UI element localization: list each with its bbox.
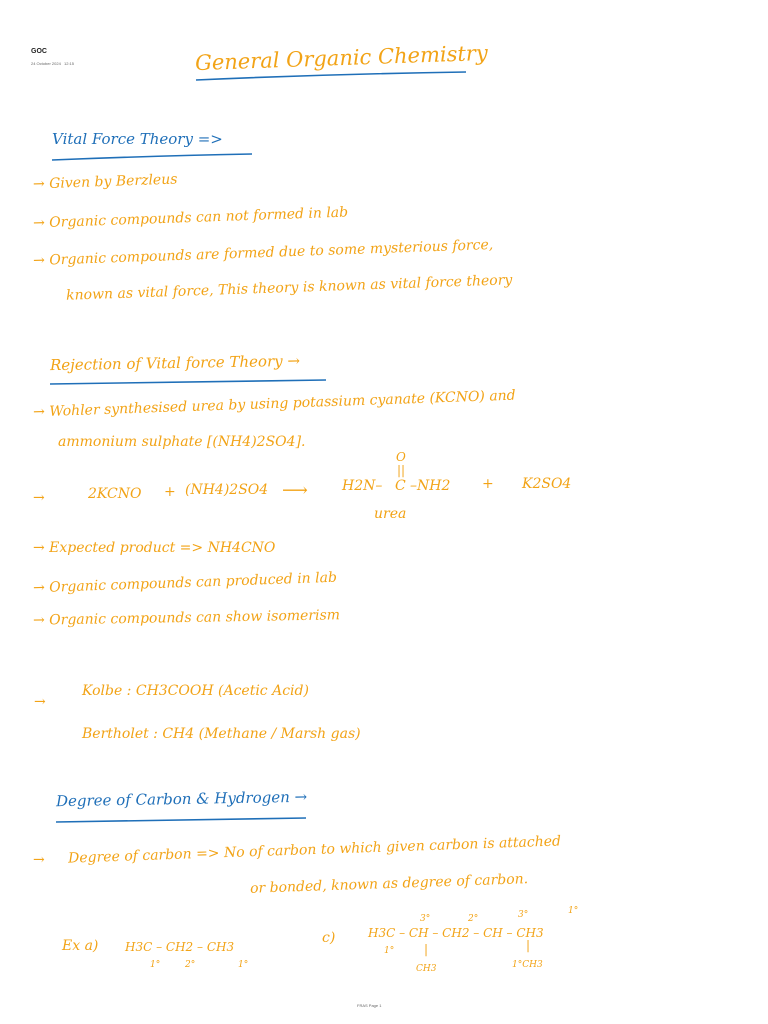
- degree-heading-underline: [56, 818, 306, 822]
- example-a-formula: H3C – CH2 – CH3: [125, 940, 235, 954]
- note-time: 12:15: [64, 61, 75, 66]
- yield-arrow: ⟶: [282, 480, 308, 501]
- vital-heading-underline: [52, 154, 252, 160]
- example-c-degree-3: 3°: [518, 910, 529, 920]
- vital-line-4: known as vital force, This theory is known as vital force theory: [65, 272, 513, 304]
- berthelot-line: Bertholet : CH4 (Methane / Marsh gas): [82, 726, 361, 742]
- example-a-label: Ex a): [62, 938, 99, 954]
- rejection-heading: Rejection of Vital force Theory →: [49, 351, 301, 375]
- degree-line-1: Degree of carbon => No of carbon to which given carbon is attached: [67, 833, 562, 867]
- example-c-degree-1: 3°: [420, 914, 431, 924]
- vital-heading: Vital Force Theory =>: [52, 130, 223, 148]
- reactant-kcno: 2KCNO: [88, 486, 142, 502]
- rejection-line-2: ammonium sulphate [(NH4)2SO4].: [58, 434, 306, 450]
- urea-label: urea: [374, 506, 407, 522]
- carbonyl-oxygen: O: [396, 450, 406, 464]
- example-a-degree-3: 1°: [238, 960, 249, 970]
- example-c-degree-4: 1°: [568, 906, 579, 916]
- urea-left: H2N–: [342, 478, 383, 494]
- vital-line-1: → Given by Berzleus: [32, 171, 178, 193]
- example-c-degree-left: 1°: [384, 946, 395, 956]
- kolbe-arrow: →: [34, 694, 46, 710]
- rejection-heading-underline: [50, 380, 326, 384]
- example-c-bond-1: |: [424, 942, 429, 956]
- reactant-ammonium-sulphate: (NH4)2SO4: [185, 482, 269, 498]
- reaction-plus-1: +: [164, 484, 176, 500]
- rejection-line-1: → Wohler synthesised urea by using potassium cyanate (KCNO) and: [32, 387, 516, 421]
- kolbe-line: Kolbe : CH3COOH (Acetic Acid): [82, 683, 309, 699]
- example-c-branch-2: 1°CH3: [512, 960, 543, 970]
- degree-line-2: or bonded, known as degree of carbon.: [249, 871, 529, 897]
- example-c-formula: H3C – CH – CH2 – CH – CH3: [368, 926, 544, 940]
- example-c-branch-1: CH3: [416, 964, 437, 974]
- reaction-arrow: →: [33, 490, 45, 506]
- reaction-plus-2: +: [482, 476, 494, 492]
- carbonyl-double-bond: ||: [397, 463, 406, 477]
- example-c-bond-2: |: [526, 938, 531, 952]
- page-footer: FRAS Page 1: [357, 1003, 382, 1008]
- page-title: General Organic Chemistry: [194, 40, 489, 76]
- vital-line-2: → Organic compounds can not formed in lab: [32, 204, 349, 232]
- expected-product-line: → Expected product => NH4CNO: [33, 540, 276, 556]
- urea-carbon: C: [395, 478, 406, 494]
- example-c-degree-2: 2°: [468, 914, 479, 924]
- note-date: 24 October 2024: [31, 61, 61, 66]
- produced-in-lab-line: → Organic compounds can produced in lab: [32, 569, 338, 597]
- product-k2so4: K2SO4: [522, 476, 572, 492]
- example-a-degree-1: 1°: [150, 960, 161, 970]
- example-c-label: c): [322, 930, 336, 946]
- vital-line-3: → Organic compounds are formed due to some mysterious force,: [32, 236, 494, 270]
- example-a-degree-2: 2°: [185, 960, 196, 970]
- degree-arrow: →: [33, 852, 45, 868]
- note-title: GOC: [31, 48, 47, 55]
- isomerism-line: → Organic compounds can show isomerism: [32, 607, 341, 629]
- urea-right: –NH2: [410, 478, 451, 494]
- degree-heading: Degree of Carbon & Hydrogen →: [55, 787, 308, 811]
